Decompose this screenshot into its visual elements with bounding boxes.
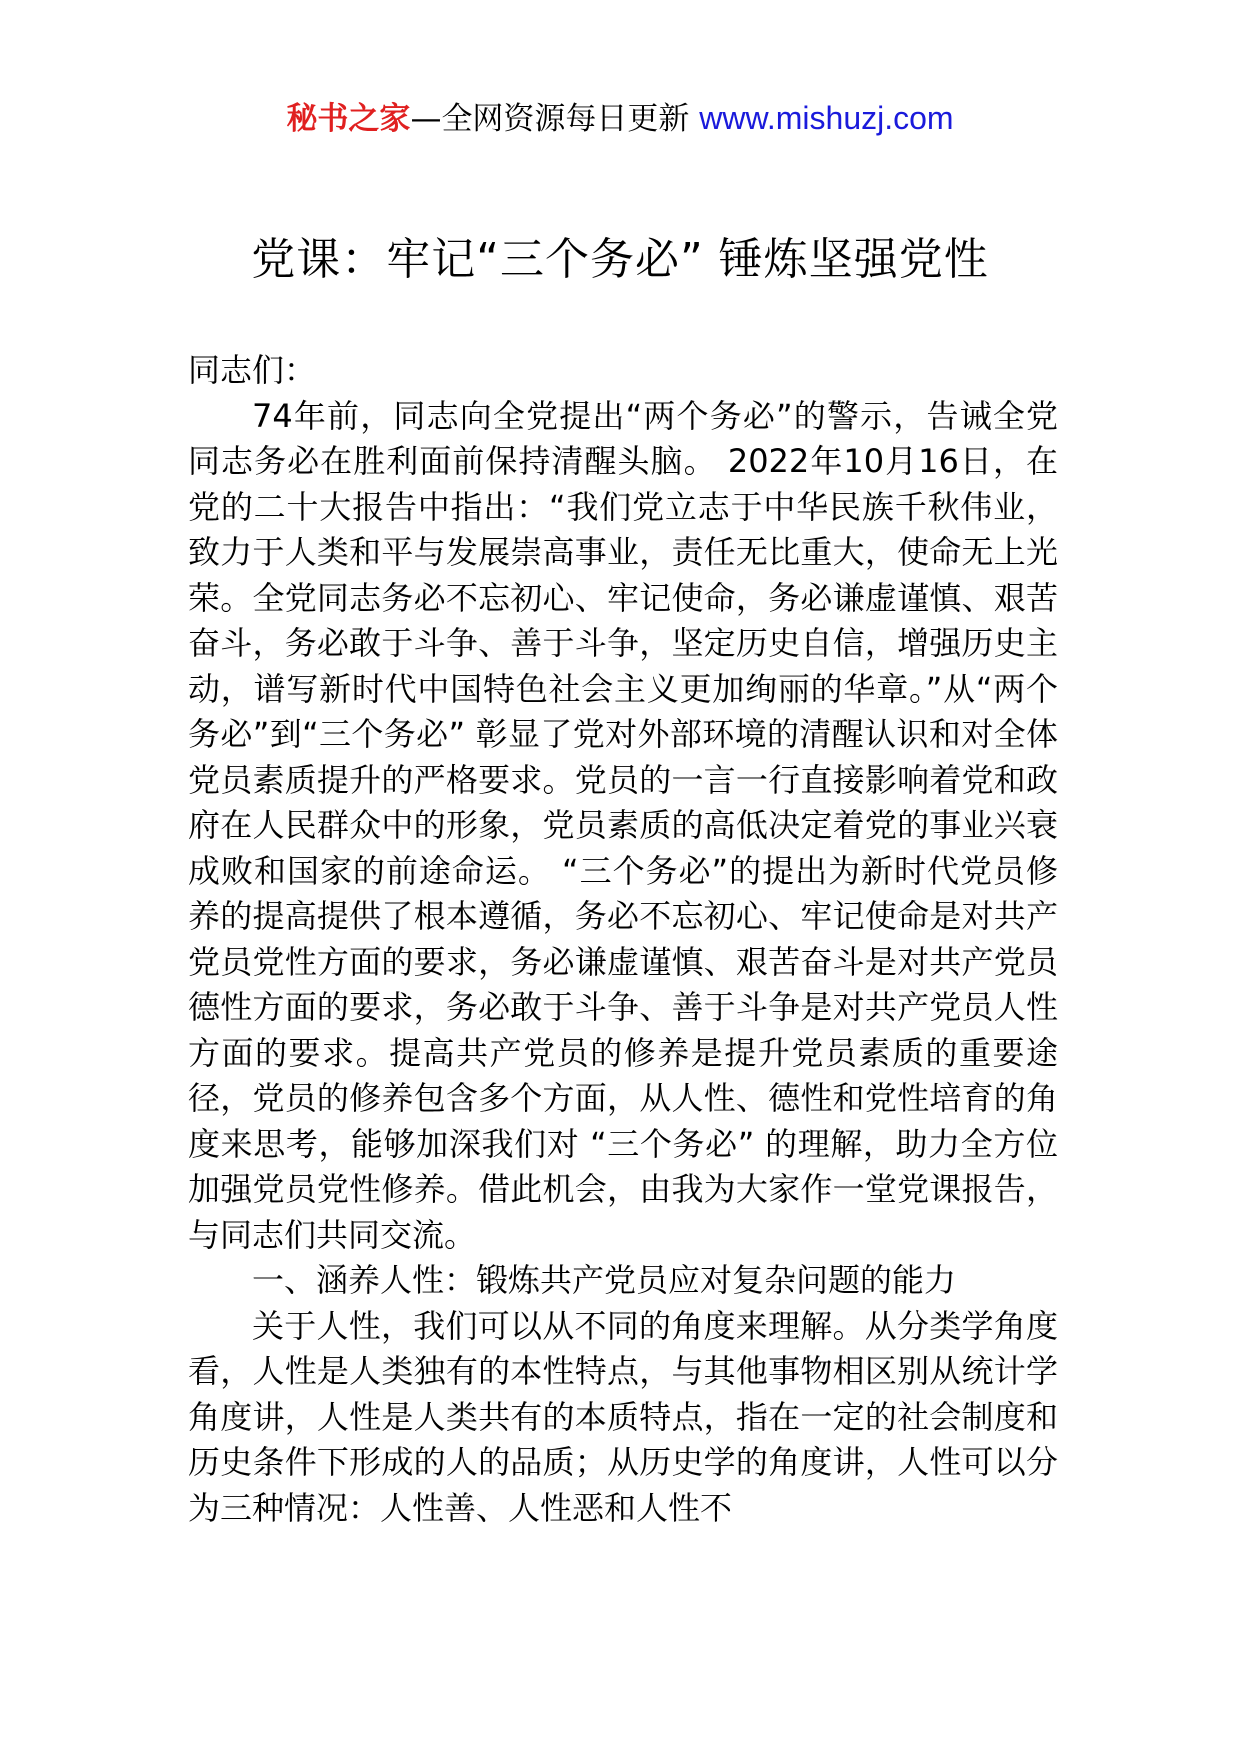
site-tagline: —全网资源每日更新 xyxy=(410,101,700,137)
site-header xyxy=(0,98,1240,139)
salutation: 同志们： xyxy=(188,351,317,389)
paragraph-intro: 74年前，同志向全党提出“两个务必”的警示，告诫全党同志务必在胜利面前保持清醒头脑。 2022年10月16日，在党的二十大报告中指出：“我们党立志于中华民族千秋伟业，致力于人类和平与发展崇高事业，责任无比重大，使命无上光荣。全党同志务必不忘初心、牢记使命，务必谦虚谨慎、艰苦奋斗，务必敢于斗争、善于斗争，坚定历史自信，增强历史主动，谱写新时代中国特色社会主义更加绚丽的华章。”从“两个务必”到“三个务必” 彰显了党对外部环境的清醒认识和对全体党员素质提升的严格要求。党员的一言一行直接影响着党和政府在人民群众中的形象，党员素质的高低决定着党的事业兴衰成败和国家的前途命运。 “三个务必”的提出为新时代党员修养的提高提供了根本遵循，务必不忘初心、牢记使命是对共产党员党性方面的要求，务必谦虚谨慎、艰苦奋斗是对共产党员德性方面的要求，务必敢于斗争、善于斗争是对共产党员人性方面的要求。提高共产党员的修养是提升党员素质的重要途径，党员的修养包含多个方面，从人性、德性和党性培育的角度来思考，能够加深我们对 “三个务必” 的理解，助力全方位加强党员党性修养。借此机会，由我为大家作一堂党课报告，与同志们共同交流。 xyxy=(188,396,1058,1254)
section-heading-1: 一、涵养人性：锻炼共产党员应对复杂问题的能力 xyxy=(252,1261,957,1299)
site-url-link[interactable]: www.mishuzj.com xyxy=(699,100,954,136)
paragraph-section-1: 关于人性，我们可以从不同的角度来理解。从分类学角度看，人性是人类独有的本性特点，与其他事物相区别从统计学角度讲，人性是人类共有的本质特点，指在一定的社会制度和历史条件下形成的人的品质；从历史学的角度讲，人性可以分为三种情况：人性善、人性恶和人性不 xyxy=(188,1306,1058,1527)
document-body xyxy=(188,348,1058,1531)
document-title: 党课：牢记“三个务必” 锤炼坚强党性 xyxy=(251,234,989,285)
site-brand: 秘书之家 xyxy=(286,101,411,137)
